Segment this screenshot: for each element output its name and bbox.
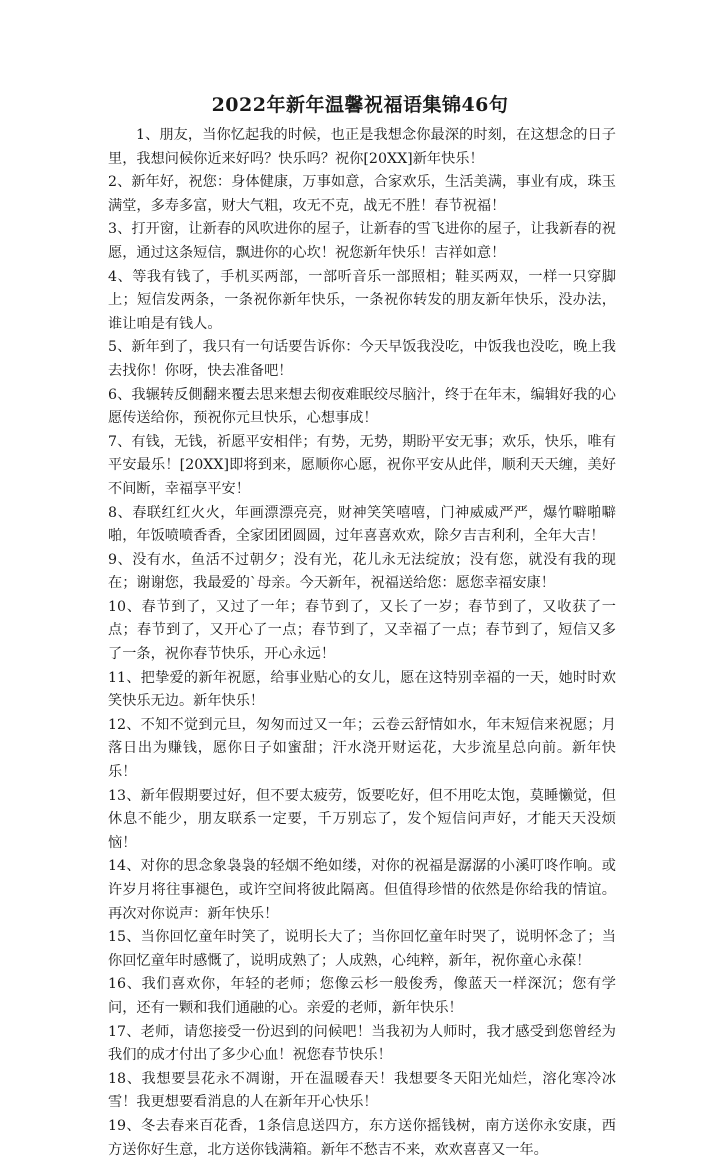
paragraph: 10、春节到了，又过了一年；春节到了，又长了一岁；春节到了，又收获了一点；春节到了，又开心了一点；春节到了，又幸福了一点；春节到了，短信又多了一条，祝你春节快乐，开心永远！ (108, 598, 616, 663)
paragraph: 16、我们喜欢你，年轻的老师；您像云杉一般俊秀，像蓝天一样深沉；您有学问，还有一颗和我们通融的心。亲爱的老师，新年快乐！ (108, 976, 616, 1016)
paragraph: 8、春联红红火火，年画漂漂亮亮，财神笑笑嘻嘻，门神威威严严，爆竹噼啪噼啪，年饭喷喷香香，全家团团圆圆，过年喜喜欢欢，除夕吉吉利利，全年大吉！ (108, 504, 616, 545)
paragraph: 17、老师，请您接受一份迟到的问候吧！当我初为人师时，我才感受到您曾经为我们的成才付出了多少心血！祝您春节快乐！ (108, 1023, 616, 1064)
paragraph: 11、把挚爱的新年祝愿，给事业贴心的女儿，愿在这特别幸福的一天，她时时欢笑快乐无边。新年快乐！ (108, 669, 616, 710)
paragraph: 19、冬去春来百花香，1条信息送四方，东方送你摇钱树，南方送你永安康，西方送你好生意，北方送你钱满箱。新年不愁吉不来，欢欢喜喜又一年。 (108, 1117, 616, 1158)
paragraph: 9、没有水，鱼活不过朝夕；没有光，花儿永无法绽放；没有您，就没有我的现在；谢谢您，我最爱的`母亲。今天新年，祝福送给您：愿您幸福安康！ (108, 551, 616, 592)
paragraph: 4、等我有钱了，手机买两部，一部听音乐一部照相；鞋买两双，一样一只穿脚上；短信发两条，一条祝你新年快乐，一条祝你转发的朋友新年快乐，没办法，谁让咱是有钱人。 (108, 268, 616, 332)
paragraph: 15、当你回忆童年时笑了，说明长大了；当你回忆童年时哭了，说明怀念了；当你回忆童年时感慨了，说明成熟了；人成熟，心纯粹，新年，祝你童心永葆！ (108, 929, 616, 969)
paragraph: 5、新年到了，我只有一句话要告诉你：今天早饭我没吃，中饭我也没吃，晚上我去找你！你呀，快去准备吧！ (108, 339, 616, 379)
paragraph: 18、我想要昙花永不凋谢，开在温暖春天！我想要冬天阳光灿烂，溶化寒冷冰雪！我更想要看消息的人在新年开心快乐！ (108, 1070, 616, 1111)
paragraph: 6、我辗转反側翻来覆去思来想去彻夜难眠绞尽脑汁，终于在年末，编辑好我的心愿传送给你，预祝你元旦快乐，心想事成！ (108, 386, 616, 427)
paragraph: 14、对你的思念象袅袅的轻烟不绝如缕，对你的祝福是潺潺的小溪叮咚作响。或许岁月将往事褪色，或许空间将彼此隔离。但值得珍惜的依然是你给我的情谊。再次对你说声：新年快乐！ (108, 858, 616, 922)
paragraph: 13、新年假期要过好，但不要太疲劳，饭要吃好，但不用吃太饱，莫睡懒觉，但休息不能少，朋友联系一定要，千万别忘了，发个短信问声好，才能天天没烦恼！ (108, 787, 616, 851)
paragraph: 1、朋友，当你忆起我的时候，也正是我想念你最深的时刻，在这想念的日子里，我想问候你近来好吗？快乐吗？祝你[20XX]新年快乐！ (108, 127, 616, 167)
paragraph: 7、有钱，无钱，祈愿平安相伴；有势，无势，期盼平安无事；欢乐，快乐，唯有平安最乐！[20XX]即将到来，愿顺你心愿，祝你平安从此伴，顺利天天缠，美好不间断，幸福享平安！ (108, 433, 616, 497)
document-body (108, 124, 616, 1162)
document-title: 2022年新年温馨祝福语集锦46句 (211, 94, 509, 116)
paragraph: 3、打开窗，让新春的风吹进你的屋子，让新春的雪飞进你的屋子，让我新春的祝愿，通过这条短信，飘进你的心坎！祝您新年快乐！吉祥如意！ (108, 221, 616, 261)
paragraph: 12、不知不觉到元旦，匆匆而过又一年；云卷云舒情如水，年末短信来祝愿；月落日出为赚钱，愿你日子如蜜甜；汗水浇开财运花，大步流星总向前。新年快乐！ (108, 716, 616, 781)
paragraph: 2、新年好，祝您：身体健康，万事如意，合家欢乐，生活美满，事业有成，珠玉满堂，多寿多富，财大气粗，攻无不克，战无不胜！春节祝福！ (108, 174, 616, 214)
